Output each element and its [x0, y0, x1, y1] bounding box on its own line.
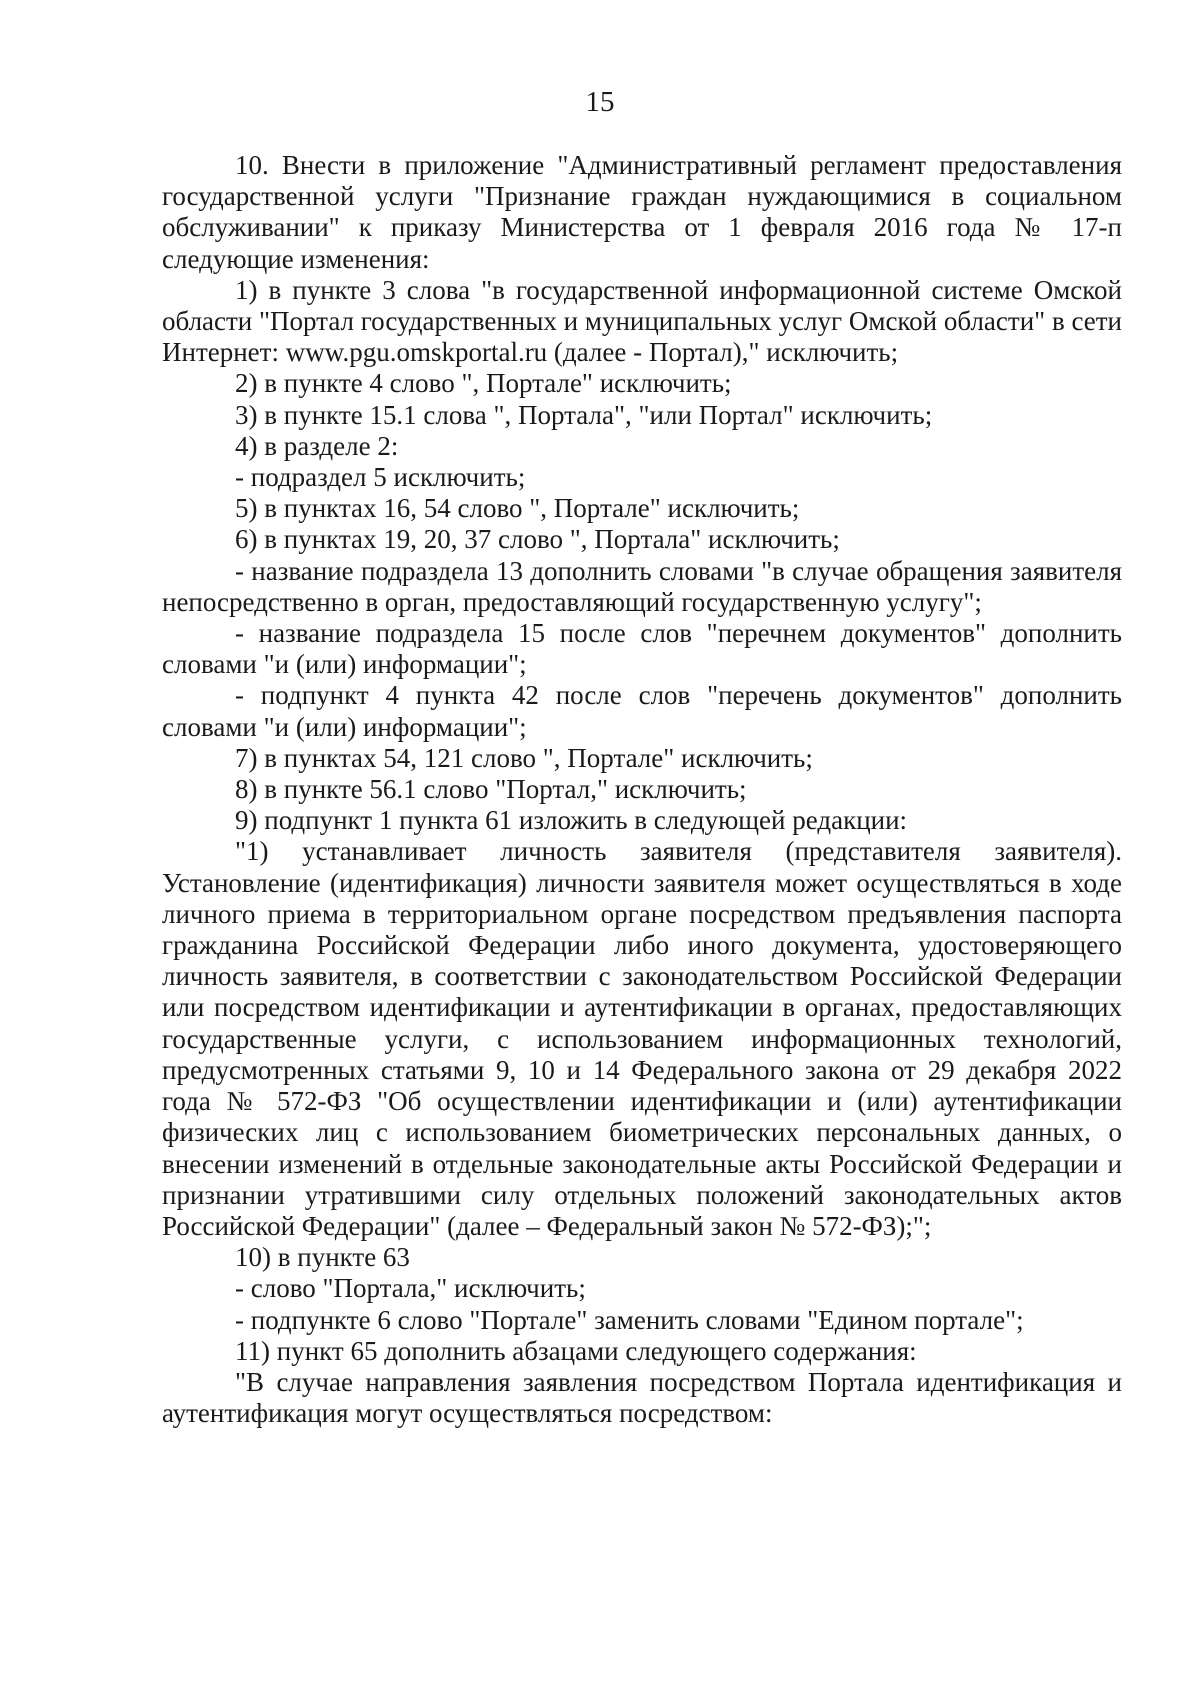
paragraph-subitem-1: 1) в пункте 3 слова "в государственной информационной системе Омской области "Портал государственных и муниципальных услуг Омской области" в сети Интернет: www.pgu.omskportal.ru (далее - Портал)," исключить; — [162, 274, 1122, 368]
paragraph-subitem-9: 9) подпункт 1 пункта 61 изложить в следующей редакции: — [235, 805, 908, 836]
paragraph-subitem-11: 11) пункт 65 дополнить абзацами следующего содержания: — [235, 1335, 917, 1366]
paragraph-dash-word-portal: - слово "Портала," исключить; — [235, 1273, 586, 1304]
paragraph-subitem-6: 6) в пунктах 19, 20, 37 слово ", Портала" исключить; — [235, 524, 840, 555]
paragraph-dash-subsection-5: - подраздел 5 исключить; — [235, 462, 526, 493]
paragraph-subitem-4: 4) в разделе 2: — [235, 430, 399, 461]
paragraph-dash-subsection-13: - название подраздела 13 дополнить словами "в случае обращения заявителя непосредственно в орган, предоставляющий государственную услугу"; — [162, 555, 1122, 617]
page-number: 15 — [585, 86, 615, 118]
paragraph-quoted-point-61: "1) устанавливает личность заявителя (представителя заявителя). Установление (идентификация) личности заявителя может осуществляться в ходе личного приема в территориальном органе посредством предъявления паспорта гражданина Российской Федерации либо иного документа, удостоверяющего личность заявителя, в соответствии с законодательством Российской Федерации или посредством идентификации и аутентификации в органах, предоставляющих государственные услуги, с использованием информационных технологий, предусмотренных статьями 9, 10 и 14 Федерального закона от 29 декабря 2022 года № 572-ФЗ "Об осуществлении идентификации и (или) аутентификации физических лиц с использованием биометрических персональных данных, о внесении изменений в отдельные законодательные акты Российской Федерации и признании утратившими силу отдельных положений законодательных актов Российской Федерации" (далее – Федеральный закон № 572-ФЗ);"; — [162, 836, 1122, 1241]
paragraph-item-10: 10. Внести в приложение "Административный регламент предоставления государственной услуги "Признание граждан нуждающимися в социальном обслуживании" к приказу Министерства от 1 февраля 2016 года № 17-п следующие изменения: — [162, 150, 1122, 274]
paragraph-subitem-2: 2) в пункте 4 слово ", Портале" исключить; — [235, 368, 732, 399]
paragraph-dash-subpoint-6: - подпункте 6 слово "Портале" заменить словами "Едином портале"; — [235, 1304, 1024, 1335]
paragraph-subitem-3: 3) в пункте 15.1 слова ", Портала", "или Портал" исключить; — [235, 399, 933, 430]
paragraph-quoted-identification: "В случае направления заявления посредством Портала идентификация и аутентификация могут осуществляться посредством: — [162, 1366, 1122, 1429]
paragraph-subitem-10: 10) в пункте 63 — [235, 1242, 410, 1273]
paragraph-subitem-7: 7) в пунктах 54, 121 слово ", Портале" исключить; — [235, 742, 813, 773]
paragraph-dash-subsection-15: - название подраздела 15 после слов "перечнем документов" дополнить словами "и (или) информации"; — [162, 618, 1122, 680]
paragraph-dash-point-42: - подпункт 4 пункта 42 после слов "перечень документов" дополнить словами "и (или) информации"; — [162, 680, 1122, 742]
paragraph-subitem-8: 8) в пункте 56.1 слово "Портал," исключить; — [235, 774, 747, 805]
paragraph-subitem-5: 5) в пунктах 16, 54 слово ", Портале" исключить; — [235, 493, 800, 524]
document-body — [162, 150, 1122, 1429]
